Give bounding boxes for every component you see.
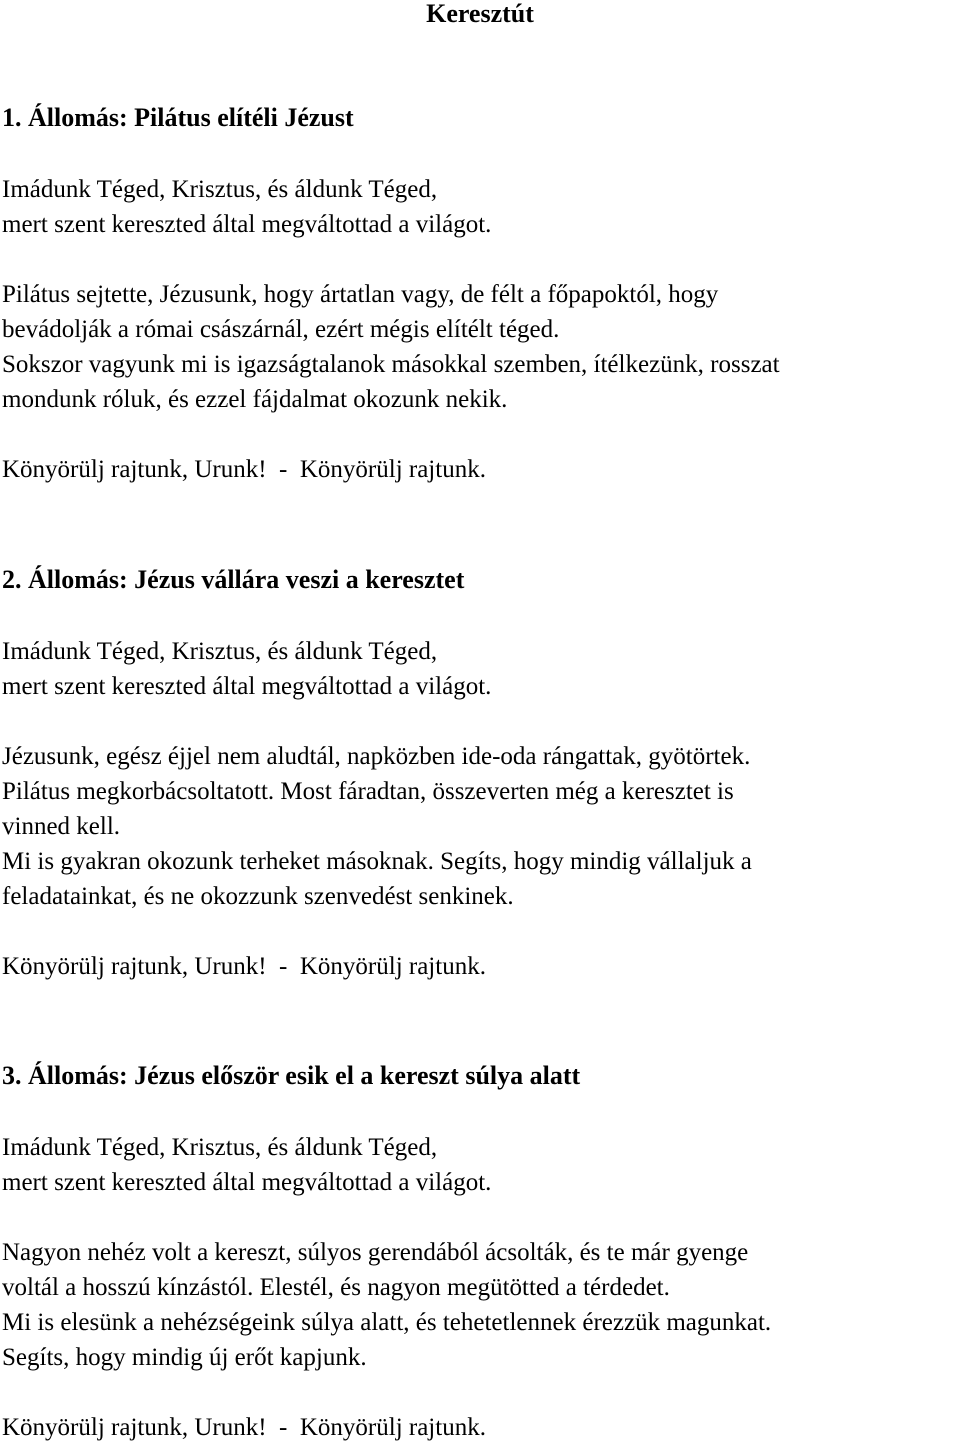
adoration-line: mert szent kereszted által megváltottad a világot. xyxy=(2,211,492,238)
meditation-line: mondunk róluk, és ezzel fájdalmat okozunk nekik. xyxy=(2,386,508,413)
meditation-line: bevádolják a római császárnál, ezért mégis elítélt téged. xyxy=(2,316,560,343)
adoration-line: mert szent kereszted által megváltottad a világot. xyxy=(2,673,492,700)
station-heading: 2. Állomás: Jézus vállára veszi a keresztet xyxy=(2,565,465,594)
response-line: Könyörülj rajtunk, Urunk! - Könyörülj rajtunk. xyxy=(2,456,486,483)
meditation-line: Jézusunk, egész éjjel nem aludtál, napközben ide-oda rángattak, gyötörtek. xyxy=(2,743,751,770)
meditation-text xyxy=(2,1235,960,1375)
meditation-text xyxy=(2,739,960,914)
station-heading: 1. Állomás: Pilátus elítéli Jézust xyxy=(2,103,354,132)
meditation-line: Nagyon nehéz volt a kereszt, súlyos gerendából ácsolták, és te már gyenge xyxy=(2,1239,749,1266)
response-line: Könyörülj rajtunk, Urunk! - Könyörülj rajtunk. xyxy=(2,953,486,980)
meditation-line: Mi is gyakran okozunk terheket másoknak. Segíts, hogy mindig vállaljuk a xyxy=(2,848,752,875)
meditation-line: Pilátus megkorbácsoltatott. Most fáradtan, összeverten még a keresztet is xyxy=(2,778,734,805)
meditation-text xyxy=(2,277,960,417)
adoration-prayer xyxy=(2,634,960,704)
adoration-line: Imádunk Téged, Krisztus, és áldunk Téged, xyxy=(2,1134,438,1161)
meditation-line: Sokszor vagyunk mi is igazságtalanok másokkal szemben, ítélkezünk, rosszat xyxy=(2,351,780,378)
station-2 xyxy=(2,562,960,984)
meditation-line: Mi is elesünk a nehézségeink súlya alatt, és tehetetlennek érezzük magunkat. xyxy=(2,1309,772,1336)
adoration-line: mert szent kereszted által megváltottad a világot. xyxy=(2,1169,492,1196)
meditation-line: vinned kell. xyxy=(2,813,121,840)
station-1 xyxy=(2,100,960,487)
meditation-line: voltál a hosszú kínzástól. Elestél, és nagyon megütötted a térdedet. xyxy=(2,1274,670,1301)
adoration-line: Imádunk Téged, Krisztus, és áldunk Téged, xyxy=(2,638,438,665)
adoration-prayer xyxy=(2,1130,960,1200)
document-title: Keresztút xyxy=(426,0,534,28)
station-heading: 3. Állomás: Jézus először esik el a kereszt súlya alatt xyxy=(2,1061,581,1090)
meditation-line: feladatainkat, és ne okozzunk szenvedést senkinek. xyxy=(2,883,514,910)
adoration-line: Imádunk Téged, Krisztus, és áldunk Téged, xyxy=(2,176,438,203)
response-line: Könyörülj rajtunk, Urunk! - Könyörülj rajtunk. xyxy=(2,1414,486,1441)
station-3 xyxy=(2,1058,960,1445)
meditation-line: Pilátus sejtette, Jézusunk, hogy ártatlan vagy, de félt a főpapoktól, hogy xyxy=(2,281,719,308)
adoration-prayer xyxy=(2,172,960,242)
meditation-line: Segíts, hogy mindig új erőt kapjunk. xyxy=(2,1344,367,1371)
